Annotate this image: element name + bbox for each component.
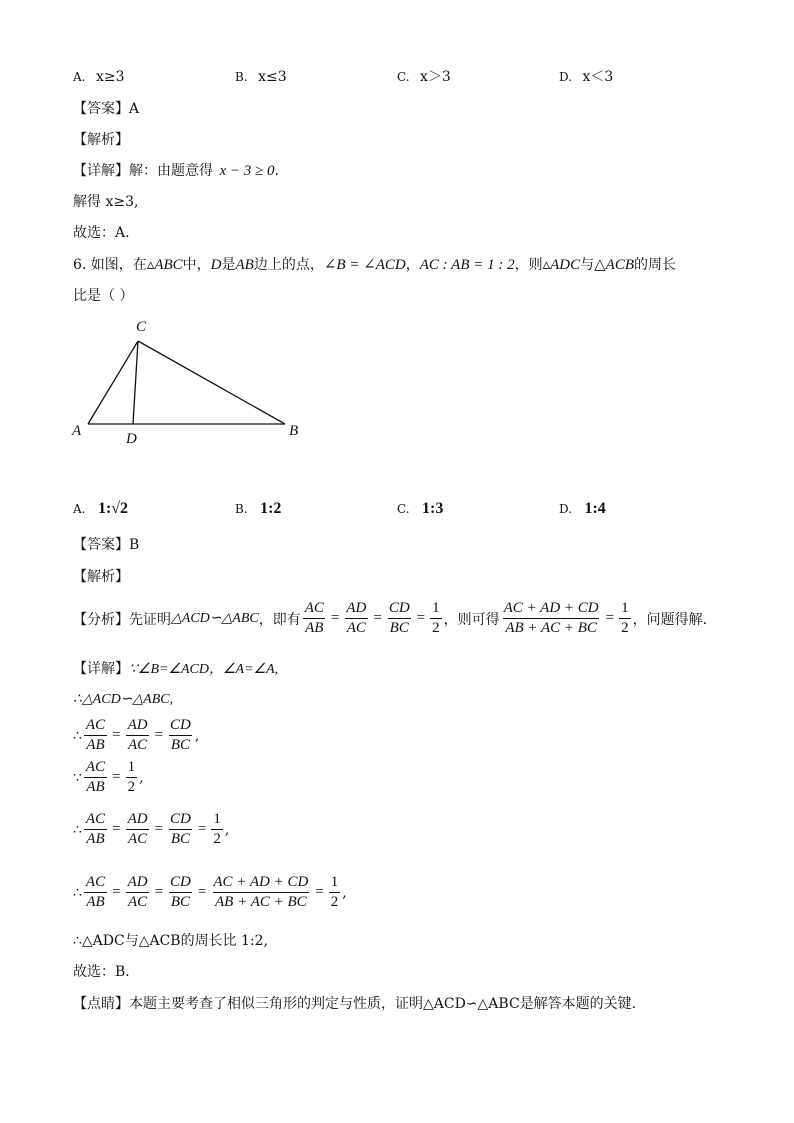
equals-sign: = [112,821,121,837]
option-d [559,500,606,518]
segment-cb-line [138,341,285,424]
numerator: AC + AD + CD [503,600,599,616]
comma: , [139,769,144,786]
option-text: x＜3 [582,69,614,85]
option-a [73,68,124,86]
segment-ac-line [88,341,138,424]
equals-sign: = [112,727,121,743]
triangle-figure [60,310,320,450]
numerator: CD [170,874,191,890]
denominator: 2 [330,894,339,910]
denominator: 2 [127,779,136,795]
stem-text: ，则 [514,257,543,273]
numerator: CD [170,717,191,733]
denominator: 2 [621,620,629,636]
analysis-tag: 【解析】 [73,132,129,148]
option-letter: B. [235,70,248,84]
option-text: 1:2 [260,500,282,517]
detail-math: x − 3 ≥ 0 [219,163,275,179]
fraction-sum [211,874,310,911]
q5-analysis-tag [73,131,129,149]
denominator: AB [86,737,105,753]
denominator: 2 [213,831,221,847]
stem-text: 的周长 [634,257,677,273]
denominator: AC [127,894,148,910]
stem-text: 与 [580,257,595,273]
q6-detail-line1 [73,660,278,679]
q6-dianjing [73,995,646,1013]
because-symbol: ∵ [73,769,82,786]
numerator: AD [346,600,367,616]
option-letter: D. [559,70,573,84]
numerator: AC + AD + CD [213,874,309,890]
denominator: AC [127,737,148,753]
fraction-ac-ab [84,874,107,911]
dianjing-text: 本题主要考查了相似三角形的判定与性质，证明△ACD∽△ABC是解答本题的关键． [129,996,646,1012]
q6-step-2 [73,759,144,796]
denominator: AC [127,831,148,847]
denominator: AB [86,779,105,795]
numerator: 1 [330,874,339,890]
equals-sign: = [154,727,164,743]
q5-choose-line: 故选：A. [73,225,130,241]
segment-ab: AB [235,257,254,273]
option-letter: A. [73,502,86,516]
fraction-ad-ac [126,717,150,754]
analysis-tag: 【解析】 [73,569,129,585]
point-d: D [210,257,222,273]
denominator: BC [170,831,191,847]
option-text: x＞3 [420,69,451,85]
similar-triangles: △ACD∽△ABC [171,611,259,626]
option-d [559,68,613,86]
numerator: CD [170,811,191,827]
equals-sign: = [154,821,164,837]
q6-answer [73,536,139,554]
numerator: CD [388,600,410,616]
fraction-ad-ac [344,600,368,637]
triangle-adc: ▵ADC [542,257,581,273]
q6-step-3 [73,811,229,848]
fraction-one-half [211,811,223,848]
option-text: x≤3 [258,69,287,85]
fraction-one-half [329,874,341,911]
option-a [73,500,128,518]
option-letter: C. [397,70,410,84]
equals-sign: = [416,610,426,626]
fenxi-text: ，即有 [258,611,301,628]
equals-sign: = [315,884,324,900]
fraction-one-half [619,600,631,637]
therefore-symbol: ∴ [73,884,82,901]
denominator: AB [86,894,105,910]
option-letter: C. [397,502,410,516]
detail-tag: 【详解】 [73,163,129,179]
fraction-sum [502,600,601,637]
fraction-ac-ab [84,811,107,848]
option-text: 1:√2 [97,500,129,517]
denominator: 2 [432,620,440,636]
label-b: B [289,423,299,439]
fraction-ad-ac [126,811,150,848]
fenxi-text: ，问题得解． [632,611,717,628]
numerator: 1 [213,811,221,827]
option-letter: A. [73,70,86,84]
equals-sign: = [112,884,121,900]
stem-text: 6. 如图，在 [73,257,147,273]
comma: , [342,884,347,901]
angle-equation: ∠B = ∠ACD [323,257,406,273]
q6-conclusion: ∴△ADC与△ACB的周长比 1:2, [73,933,269,949]
equals-sign: = [330,610,340,626]
stem-text: 边上的点， [253,257,324,273]
label-c: C [136,319,147,335]
q6-fenxi [73,600,717,637]
numerator: AD [127,717,148,733]
denominator: BC [170,737,191,753]
numerator: AC [85,811,106,827]
denominator: AB [86,831,105,847]
fraction-ac-ab [84,717,107,754]
numerator: AC [304,600,324,616]
detail-text: ∵∠B=∠ACD，∠A=∠A, [129,662,279,677]
q6-step-4 [73,874,347,911]
answer-value: A [129,101,140,117]
numerator: AC [85,874,106,890]
option-text: x≥3 [95,69,125,85]
q5-detail [73,162,279,180]
answer-value: B [129,537,140,553]
segment-cd-line [133,341,138,424]
numerator: 1 [621,600,629,616]
denominator: AB [305,620,324,636]
option-letter: D. [559,502,573,516]
label-a: A [72,423,82,439]
detail-end: . [274,163,279,179]
fraction-ac-ab [84,759,107,796]
equals-sign: = [373,610,382,626]
q6-stem-line2: 比是（ ） [73,288,134,304]
triangle-abc: ▵ABC [146,257,183,273]
option-b [235,500,281,518]
q5-solve-line: 解得 x≥3, [73,194,139,210]
q5-answer [73,100,139,118]
q6-detail-line2: ∴△ACD∽△ABC, [73,692,174,707]
stem-text: ， [405,257,420,273]
fraction-ad-ac [126,874,150,911]
fenxi-text: 先证明 [129,611,171,628]
numerator: 1 [127,759,136,775]
fraction-one-half [126,759,138,796]
equals-sign: = [605,610,615,626]
comma: , [194,727,200,744]
denominator: BC [389,620,409,636]
option-c [397,500,443,518]
q6-analysis-tag [73,568,129,586]
fraction-one-half [430,600,442,637]
option-c [397,68,451,86]
numerator: AD [127,874,148,890]
fenxi-text: ，则可得 [443,611,500,628]
fraction-cd-bc [387,600,412,637]
therefore-symbol: ∴ [73,821,82,838]
fraction-cd-bc [168,717,193,754]
fraction-cd-bc [168,874,193,911]
triangle-acb: △ACB [594,257,635,273]
stem-text: 是 [221,257,236,273]
equals-sign: = [112,769,121,785]
equals-sign: = [197,884,207,900]
detail-text: 解：由题意得 [129,163,213,179]
answer-tag: 【答案】 [73,537,129,553]
denominator: AB + AC + BC [215,894,307,910]
option-text: 1:4 [584,500,606,517]
ratio-equation: AC : AB = 1 : 2 [419,257,515,273]
label-d: D [126,431,137,447]
therefore-symbol: ∴ [73,727,82,744]
equals-sign: = [154,884,164,900]
q6-step-1 [73,717,199,754]
q6-stem-line1 [73,256,676,274]
numerator: 1 [432,600,440,616]
answer-tag: 【答案】 [73,101,129,117]
numerator: AC [85,717,106,733]
denominator: BC [170,894,191,910]
stem-text: 中， [182,257,211,273]
numerator: AD [127,811,148,827]
equals-sign: = [197,821,207,837]
comma: , [224,821,230,838]
q6-choose-line: 故选：B． [73,964,140,980]
fraction-cd-bc [168,811,193,848]
denominator: AC [346,620,366,636]
option-b [235,68,287,86]
dianjing-tag: 【点睛】 [73,996,129,1012]
detail-tag: 【详解】 [73,661,129,677]
numerator: AC [85,759,106,775]
fenxi-tag: 【分析】 [73,611,129,628]
option-letter: B. [235,502,248,516]
fraction-ac-ab [303,600,326,637]
option-text: 1:3 [422,500,444,517]
denominator: AB + AC + BC [505,620,597,636]
